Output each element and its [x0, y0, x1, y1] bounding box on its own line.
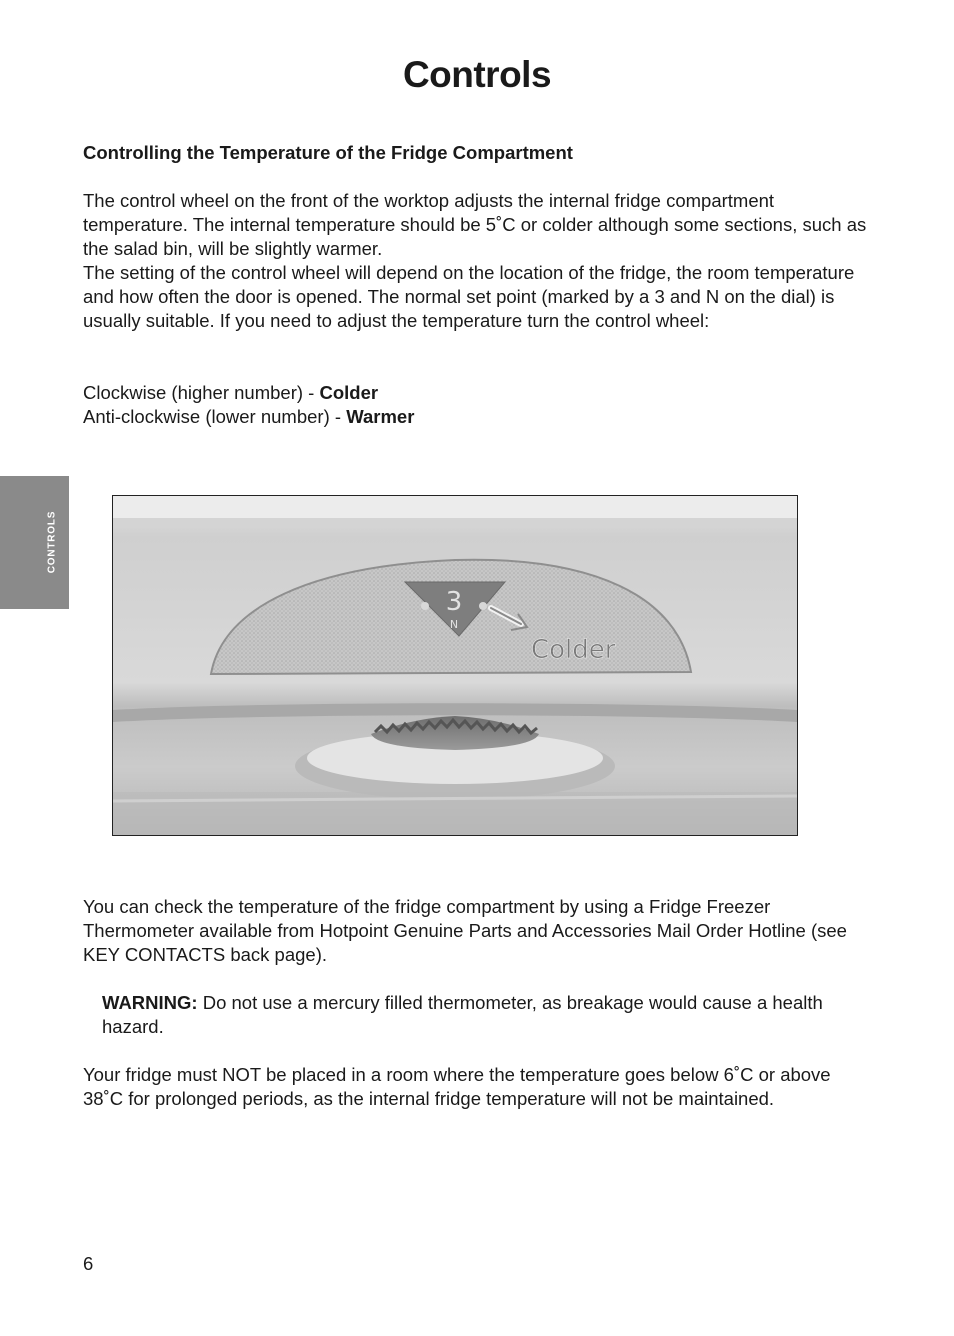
room-temperature-text: Your fridge must NOT be placed in a room where the temperature goes below 6˚C or above 38˚C for prolonged periods, as the internal fridge temperature will not be maintained.	[83, 1064, 831, 1109]
warning-note	[102, 991, 872, 1039]
warning-label: WARNING:	[102, 992, 198, 1013]
control-wheel-photo	[112, 495, 798, 836]
section-heading: Controlling the Temperature of the Fridge Compartment	[83, 142, 573, 163]
dial-number: 3	[445, 587, 463, 617]
warning-text: Do not use a mercury filled thermometer, as breakage would cause a health hazard.	[102, 992, 823, 1037]
clockwise-line	[83, 381, 873, 405]
side-tab-label: CONTROLS	[46, 510, 58, 574]
page-number: 6	[83, 1253, 94, 1274]
clockwise-label: Clockwise (higher number) -	[83, 382, 320, 403]
dial-caption: Colder	[531, 635, 616, 665]
anticlockwise-label: Anti-clockwise (lower number) -	[83, 406, 347, 427]
direction-list	[83, 381, 873, 429]
intro-paragraph-1: The control wheel on the front of the worktop adjusts the internal fridge compartment temperature. The internal temperature should be 5˚C or colder although some sections, such as the salad bin, will be slightly warmer.	[83, 190, 867, 259]
thermometer-text: You can check the temperature of the fridge compartment by using a Fridge Freezer Thermometer available from Hotpoint Genuine Parts and Accessories Mail Order Hotline (see KEY CONTACTS back page).	[83, 896, 847, 965]
clockwise-value: Colder	[319, 382, 379, 403]
side-tab	[0, 476, 69, 609]
anticlockwise-value: Warmer	[346, 406, 415, 427]
control-wheel-illustration	[113, 496, 797, 835]
intro-text	[83, 189, 873, 333]
intro-paragraph-2: The setting of the control wheel will depend on the location of the fridge, the room temperature and how often the door is opened. The normal set point (marked by a 3 and N on the dial) is usually suitable. If you need to adjust the temperature turn the control wheel:	[83, 262, 855, 331]
dial-letter: N	[449, 618, 459, 631]
page-title: Controls	[402, 54, 552, 95]
anticlockwise-line	[83, 405, 873, 429]
